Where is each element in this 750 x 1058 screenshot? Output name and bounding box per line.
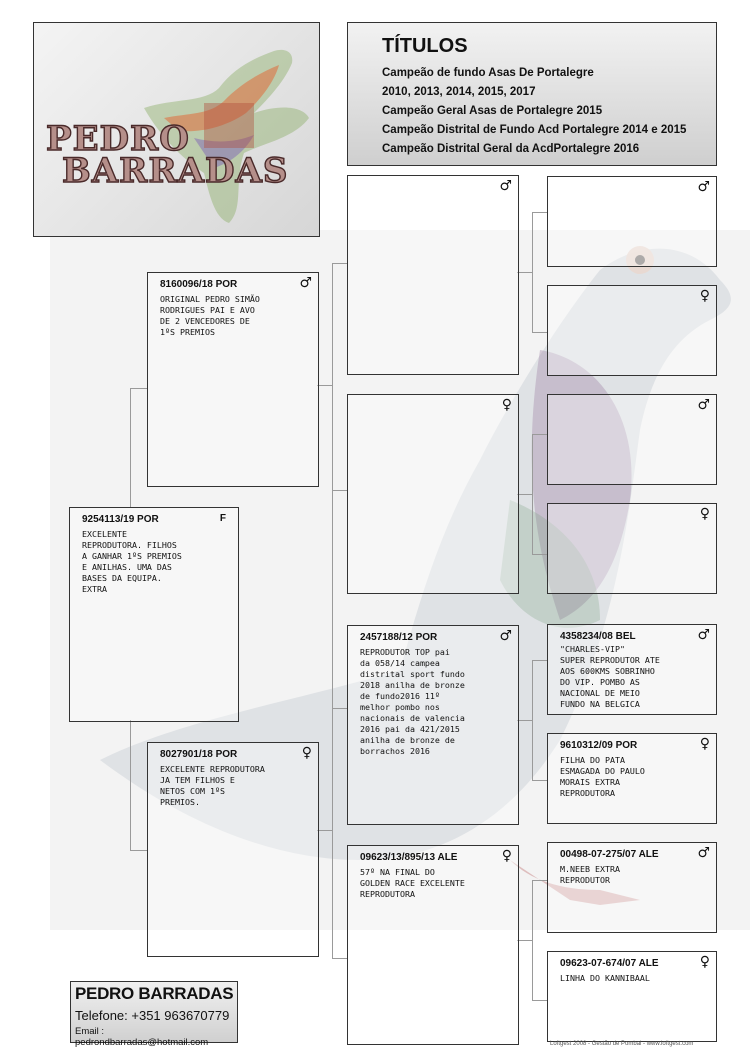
female-icon: ♀: [699, 506, 710, 522]
connector-line: [332, 958, 347, 959]
breeder-logo: [33, 22, 320, 237]
contact-name: PEDRO BARRADAS: [75, 984, 234, 1003]
logo-name-line1: PEDRO: [46, 119, 190, 159]
connector-line: [130, 388, 148, 389]
connector-line: [532, 212, 547, 213]
connector-line: [332, 708, 347, 709]
female-icon: ♀: [699, 288, 710, 304]
pedigree-card-sd-dam: [547, 503, 717, 594]
pedigree-card-dam: [147, 742, 319, 957]
pedigree-card-sd-sire: [547, 394, 717, 485]
ring-number: 2457188/12 POR: [360, 632, 438, 643]
male-icon: ♂: [697, 627, 710, 643]
pedigree-card-ds-dam: [547, 733, 717, 824]
male-icon: ♂: [697, 397, 710, 413]
ring-number: 8160096/18 POR: [160, 279, 238, 290]
bird-description: LINHA DO KANNIBAAL: [560, 973, 650, 983]
pedigree-card-dd-dam: [547, 951, 717, 1042]
bird-description: EXCELENTE REPRODUTORA. FILHOS A GANHAR 1ºS PREMIOS E ANILHAS. UMA DAS BASES DA EQUIPA. EXTRA: [82, 529, 182, 594]
connector-line: [317, 385, 332, 386]
pedigree-card-ds-sire: [547, 624, 717, 715]
connector-line: [532, 880, 533, 1000]
bird-description: REPRODUTOR TOP pai da 058/14 campea distrital sport fundo 2018 anilha de bronze de fundo2016 11º melhor pombo nos nacionais de valencia 2016 pai da 421/2015 anilha de bronze de borrachos 2016: [360, 647, 465, 756]
female-icon: ♀: [699, 954, 710, 970]
connector-line: [532, 660, 533, 780]
pedigree-card-sire-sire: [347, 175, 519, 375]
connector-line: [130, 720, 131, 850]
connector-line: [130, 388, 131, 508]
ring-number: 4358234/08 BEL: [560, 631, 636, 642]
logo-name-line2: BARRADAS: [62, 151, 289, 191]
software-footer: Loftgest 2008 - Gestão de Pombal - www.loftgest.com: [550, 1041, 694, 1047]
connector-line: [332, 263, 333, 748]
title-line: Campeão Geral Asas de Portalegre 2015: [382, 105, 603, 117]
pedigree-card-ss-dam: [547, 285, 717, 376]
bird-description: EXCELENTE REPRODUTORA JA TEM FILHOS E NETOS COM 1ºS PREMIOS.: [160, 764, 265, 807]
titles-panel: [347, 22, 717, 166]
male-icon: ♂: [697, 845, 710, 861]
connector-line: [532, 212, 533, 332]
titles-heading: TÍTULOS: [382, 35, 468, 57]
pedigree-card-sire-dam: [347, 394, 519, 594]
pedigree-card-ss-sire: [547, 176, 717, 267]
ring-number: 8027901/18 POR: [160, 749, 238, 760]
female-icon: ♀: [699, 736, 710, 752]
connector-line: [130, 850, 148, 851]
bird-description: 57º NA FINAL DO GOLDEN RACE EXCELENTE REPRODUTORA: [360, 867, 465, 899]
connector-line: [532, 434, 547, 435]
ring-number: 9254113/19 POR: [82, 514, 159, 525]
contact-phone: Telefone: +351 963670779: [75, 1008, 230, 1023]
connector-line: [532, 660, 547, 661]
title-line: Campeão Distrital Geral da AcdPortalegre 2016: [382, 143, 640, 155]
pedigree-card-subject: [69, 507, 239, 722]
bird-description: M.NEEB EXTRA REPRODUTOR: [560, 864, 620, 885]
connector-line: [532, 1000, 547, 1001]
title-line: Campeão de fundo Asas De Portalegre: [382, 67, 594, 79]
connector-line: [532, 880, 547, 881]
connector-line: [532, 554, 547, 555]
title-line: Campeão Distrital de Fundo Acd Portalegre 2014 e 2015: [382, 124, 687, 136]
male-icon: ♂: [499, 178, 512, 194]
sex-label: F: [219, 513, 226, 524]
connector-line: [517, 720, 532, 721]
male-icon: ♂: [697, 179, 710, 195]
connector-line: [317, 830, 332, 831]
connector-line: [332, 708, 333, 958]
ring-number: 09623-07-674/07 ALE: [560, 958, 659, 969]
bird-description: FILHA DO PATA ESMAGADA DO PAULO MORAIS EXTRA REPRODUTORA: [560, 755, 645, 798]
connector-line: [332, 263, 347, 264]
connector-line: [517, 494, 532, 495]
ring-number: 9610312/09 POR: [560, 740, 638, 751]
female-icon: ♀: [301, 745, 312, 761]
contact-email: Email : pedrondbarradas@hotmail.com: [75, 1026, 209, 1048]
ring-number: 00498-07-275/07 ALE: [560, 849, 659, 860]
connector-line: [517, 940, 532, 941]
male-icon: ♂: [499, 628, 512, 644]
connector-line: [532, 780, 547, 781]
title-line: 2010, 2013, 2014, 2015, 2017: [382, 86, 536, 98]
female-icon: ♀: [501, 397, 512, 413]
pedigree-card-dam-dam: [347, 845, 519, 1045]
connector-line: [517, 272, 532, 273]
female-icon: ♀: [501, 848, 512, 864]
male-icon: ♂: [299, 275, 312, 291]
bird-description: ORIGINAL PEDRO SIMÃO RODRIGUES PAI E AVO DE 2 VENCEDORES DE 1ºS PREMIOS: [160, 294, 260, 337]
contact-box: [70, 981, 238, 1048]
connector-line: [332, 490, 347, 491]
connector-line: [532, 434, 533, 554]
ring-number: 09623/13/895/13 ALE: [360, 852, 458, 863]
pedigree-card-dd-sire: [547, 842, 717, 933]
bird-description: "CHARLES-VIP" SUPER REPRODUTOR ATE AOS 600KMS SOBRINHO DO VIP. POMBO AS NACIONAL DE MEIO FUNDO NA BELGICA: [560, 644, 660, 709]
pedigree-card-sire: [147, 272, 319, 487]
pedigree-card-dam-sire: [347, 625, 519, 825]
connector-line: [532, 332, 547, 333]
